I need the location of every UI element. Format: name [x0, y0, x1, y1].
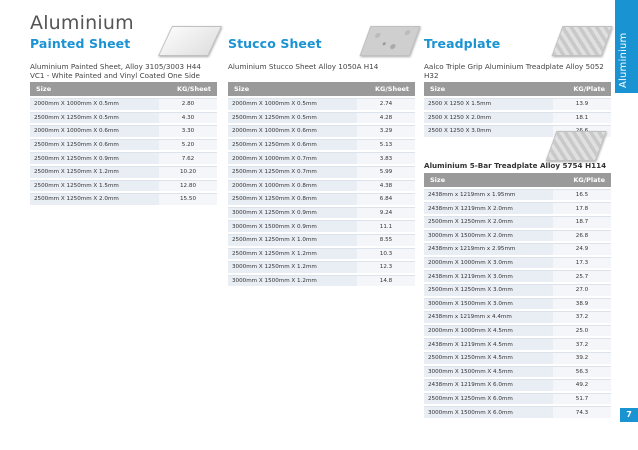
- size-cell: 2438mm X 1219mm X 4.5mm: [424, 338, 553, 350]
- table-row: [228, 98, 415, 110]
- size-cell: 2500mm X 1250mm X 0.6mm: [228, 139, 357, 151]
- size-cell: 3000mm X 1250mm X 0.9mm: [228, 207, 357, 219]
- weight-cell: 17.3: [553, 257, 611, 269]
- weight-cell: 4.28: [357, 112, 415, 124]
- size-cell: 2500mm X 1250mm X 1.2mm: [228, 248, 357, 260]
- weight-cell: 26.8: [553, 230, 611, 242]
- stucco-sheet-header: [228, 36, 415, 56]
- table-row: [424, 112, 611, 124]
- weight-cell: 3.29: [357, 125, 415, 137]
- stucco-sheet-column: [228, 36, 415, 288]
- size-cell: 2000mm X 1000mm X 4.5mm: [424, 325, 553, 337]
- table-row: [424, 352, 611, 364]
- table-header-row: [228, 82, 415, 96]
- five-bar-treadplate-table: [424, 171, 611, 420]
- size-cell: 3000mm X 1500mm X 3.0mm: [424, 298, 553, 310]
- weight-cell: 12.3: [357, 261, 415, 273]
- weight-header: KG/Plate: [553, 82, 611, 96]
- weight-cell: 3.83: [357, 152, 415, 164]
- table-row: [228, 125, 415, 137]
- table-row: [30, 180, 217, 192]
- size-cell: 2000mm X 1000mm X 0.8mm: [228, 180, 357, 192]
- weight-cell: 12.80: [159, 180, 217, 192]
- table-header-row: [30, 82, 217, 96]
- weight-cell: 15.50: [159, 193, 217, 205]
- table-row: [424, 216, 611, 228]
- five-bar-treadplate-image: [546, 131, 607, 161]
- weight-cell: 25.7: [553, 270, 611, 282]
- stucco-sheet-title: Stucco Sheet: [228, 36, 322, 51]
- size-header: Size: [424, 82, 553, 96]
- stucco-sheet-table: [228, 80, 415, 288]
- size-cell: 2500mm X 1250mm X 2.0mm: [424, 216, 553, 228]
- size-cell: 2438mm X 1219mm X 2.0mm: [424, 202, 553, 214]
- weight-cell: 37.2: [553, 311, 611, 323]
- size-cell: 2000mm X 1000mm X 0.5mm: [228, 98, 357, 110]
- weight-cell: 4.38: [357, 180, 415, 192]
- table-row: [228, 180, 415, 192]
- weight-header: KG/Sheet: [357, 82, 415, 96]
- page-number: 7: [620, 408, 638, 422]
- stucco-sheet-subtitle: Aluminium Stucco Sheet Alloy 1050A H14: [228, 62, 379, 71]
- table-row: [424, 230, 611, 242]
- treadplate-title: Treadplate: [424, 36, 501, 51]
- size-header: Size: [30, 82, 159, 96]
- table-row: [30, 166, 217, 178]
- size-cell: 2438mm x 1219mm x 2.95mm: [424, 243, 553, 255]
- table-row: [228, 139, 415, 151]
- weight-cell: 11.1: [357, 220, 415, 232]
- size-cell: 2438mm x 1219mm x 4.4mm: [424, 311, 553, 323]
- table-row: [30, 98, 217, 110]
- weight-cell: 2.80: [159, 98, 217, 110]
- size-cell: 2500mm X 1250mm X 0.8mm: [228, 193, 357, 205]
- table-row: [228, 248, 415, 260]
- weight-cell: 10.3: [357, 248, 415, 260]
- table-row: [424, 189, 611, 201]
- weight-cell: 24.9: [553, 243, 611, 255]
- weight-cell: 38.9: [553, 298, 611, 310]
- weight-cell: 17.8: [553, 202, 611, 214]
- table-row: [424, 406, 611, 418]
- size-cell: 2500mm X 1250mm X 0.5mm: [30, 112, 159, 124]
- table-row: [30, 139, 217, 151]
- weight-cell: 51.7: [553, 393, 611, 405]
- side-tab-label: Aluminium: [618, 32, 629, 88]
- size-cell: 2500mm X 1250mm X 6.0mm: [424, 393, 553, 405]
- size-cell: 2500mm X 1250mm X 2.0mm: [30, 193, 159, 205]
- size-cell: 2000mm X 1000mm X 0.6mm: [30, 125, 159, 137]
- size-cell: 3000mm X 1500mm X 0.9mm: [228, 220, 357, 232]
- size-cell: 2500mm X 1250mm X 4.5mm: [424, 352, 553, 364]
- weight-cell: 56.3: [553, 366, 611, 378]
- table-row: [424, 311, 611, 323]
- table-row: [424, 202, 611, 214]
- weight-cell: 16.5: [553, 189, 611, 201]
- size-cell: 3000mm X 1500mm X 2.0mm: [424, 230, 553, 242]
- size-cell: 2000mm X 1000mm X 0.6mm: [228, 125, 357, 137]
- weight-cell: 27.0: [553, 284, 611, 296]
- table-row: [424, 243, 611, 255]
- table-row: [228, 152, 415, 164]
- table-row: [30, 193, 217, 205]
- table-row: [424, 325, 611, 337]
- weight-cell: 5.99: [357, 166, 415, 178]
- weight-header: KG/Plate: [553, 173, 611, 187]
- weight-cell: 10.20: [159, 166, 217, 178]
- painted-sheet-title: Painted Sheet: [30, 36, 131, 51]
- painted-sheet-header: [30, 36, 217, 56]
- table-row: [424, 379, 611, 391]
- size-cell: 2438mm X 1219mm X 6.0mm: [424, 379, 553, 391]
- size-cell: 3000mm X 1250mm X 1.2mm: [228, 261, 357, 273]
- size-cell: 2500mm X 1250mm X 1.0mm: [228, 234, 357, 246]
- table-row: [228, 261, 415, 273]
- table-row: [228, 234, 415, 246]
- treadplate-table: [424, 80, 611, 139]
- table-row: [228, 275, 415, 287]
- size-cell: 2500 X 1250 X 2.0mm: [424, 112, 553, 124]
- size-cell: 2500mm X 1250mm X 1.5mm: [30, 180, 159, 192]
- table-row: [424, 393, 611, 405]
- painted-sheet-table: [30, 80, 217, 207]
- size-cell: 2500 X 1250 X 1.5mm: [424, 98, 553, 110]
- table-row: [30, 152, 217, 164]
- table-header-row: [424, 173, 611, 187]
- size-cell: 2500 X 1250 X 3.0mm: [424, 125, 553, 137]
- table-row: [424, 270, 611, 282]
- weight-cell: 8.55: [357, 234, 415, 246]
- weight-cell: 7.62: [159, 152, 217, 164]
- treadplate-subtitle: Aalco Triple Grip Aluminium Treadplate Alloy 5052 H32: [424, 62, 604, 80]
- size-cell: 2438mm X 1219mm X 3.0mm: [424, 270, 553, 282]
- table-row: [424, 98, 611, 110]
- size-cell: 2500mm X 1250mm X 3.0mm: [424, 284, 553, 296]
- page-title: Aluminium: [30, 12, 134, 34]
- size-cell: 3000mm X 1500mm X 4.5mm: [424, 366, 553, 378]
- weight-cell: 25.0: [553, 325, 611, 337]
- size-cell: 2500mm X 1250mm X 0.6mm: [30, 139, 159, 151]
- weight-cell: 49.2: [553, 379, 611, 391]
- weight-cell: 74.3: [553, 406, 611, 418]
- size-cell: 3000mm X 1500mm X 1.2mm: [228, 275, 357, 287]
- table-row: [30, 125, 217, 137]
- size-cell: 2500mm X 1250mm X 0.5mm: [228, 112, 357, 124]
- size-cell: 2500mm X 1250mm X 1.2mm: [30, 166, 159, 178]
- size-cell: 2438mm x 1219mm x 1.95mm: [424, 189, 553, 201]
- size-cell: 2000mm X 1000mm X 0.5mm: [30, 98, 159, 110]
- size-cell: 2500mm X 1250mm X 0.7mm: [228, 166, 357, 178]
- size-cell: 2000mm X 1000mm X 3.0mm: [424, 257, 553, 269]
- weight-cell: 14.8: [357, 275, 415, 287]
- size-header: Size: [424, 173, 553, 187]
- table-row: [228, 112, 415, 124]
- table-row: [424, 298, 611, 310]
- size-cell: 3000mm X 1500mm X 6.0mm: [424, 406, 553, 418]
- table-row: [30, 112, 217, 124]
- table-header-row: [424, 82, 611, 96]
- weight-cell: 9.24: [357, 207, 415, 219]
- weight-cell: 2.74: [357, 98, 415, 110]
- table-row: [228, 193, 415, 205]
- five-bar-treadplate-subtitle: Aluminium 5-Bar Treadplate Alloy 5754 H114: [424, 160, 607, 170]
- weight-cell: 37.2: [553, 338, 611, 350]
- weight-cell: 18.1: [553, 112, 611, 124]
- size-header: Size: [228, 82, 357, 96]
- table-row: [424, 257, 611, 269]
- size-cell: 2500mm X 1250mm X 0.9mm: [30, 152, 159, 164]
- weight-header: KG/Sheet: [159, 82, 217, 96]
- weight-cell: 3.30: [159, 125, 217, 137]
- weight-cell: 39.2: [553, 352, 611, 364]
- table-row: [424, 366, 611, 378]
- side-section-tab: [615, 0, 638, 93]
- weight-cell: 6.84: [357, 193, 415, 205]
- weight-cell: 5.13: [357, 139, 415, 151]
- table-row: [228, 207, 415, 219]
- table-row: [424, 284, 611, 296]
- weight-cell: 13.9: [553, 98, 611, 110]
- weight-cell: 18.7: [553, 216, 611, 228]
- five-bar-treadplate-section: [424, 161, 611, 420]
- table-row: [424, 338, 611, 350]
- painted-sheet-subtitle: Aluminium Painted Sheet, Alloy 3105/3003 H44 VC1 - White Painted and Vinyl Coated One Side: [30, 62, 201, 80]
- treadplate-header: [424, 36, 611, 56]
- table-row: [228, 220, 415, 232]
- table-row: [228, 166, 415, 178]
- weight-cell: 4.30: [159, 112, 217, 124]
- treadplate-column: [424, 36, 611, 420]
- painted-sheet-column: [30, 36, 217, 207]
- weight-cell: 5.20: [159, 139, 217, 151]
- size-cell: 2000mm X 1000mm X 0.7mm: [228, 152, 357, 164]
